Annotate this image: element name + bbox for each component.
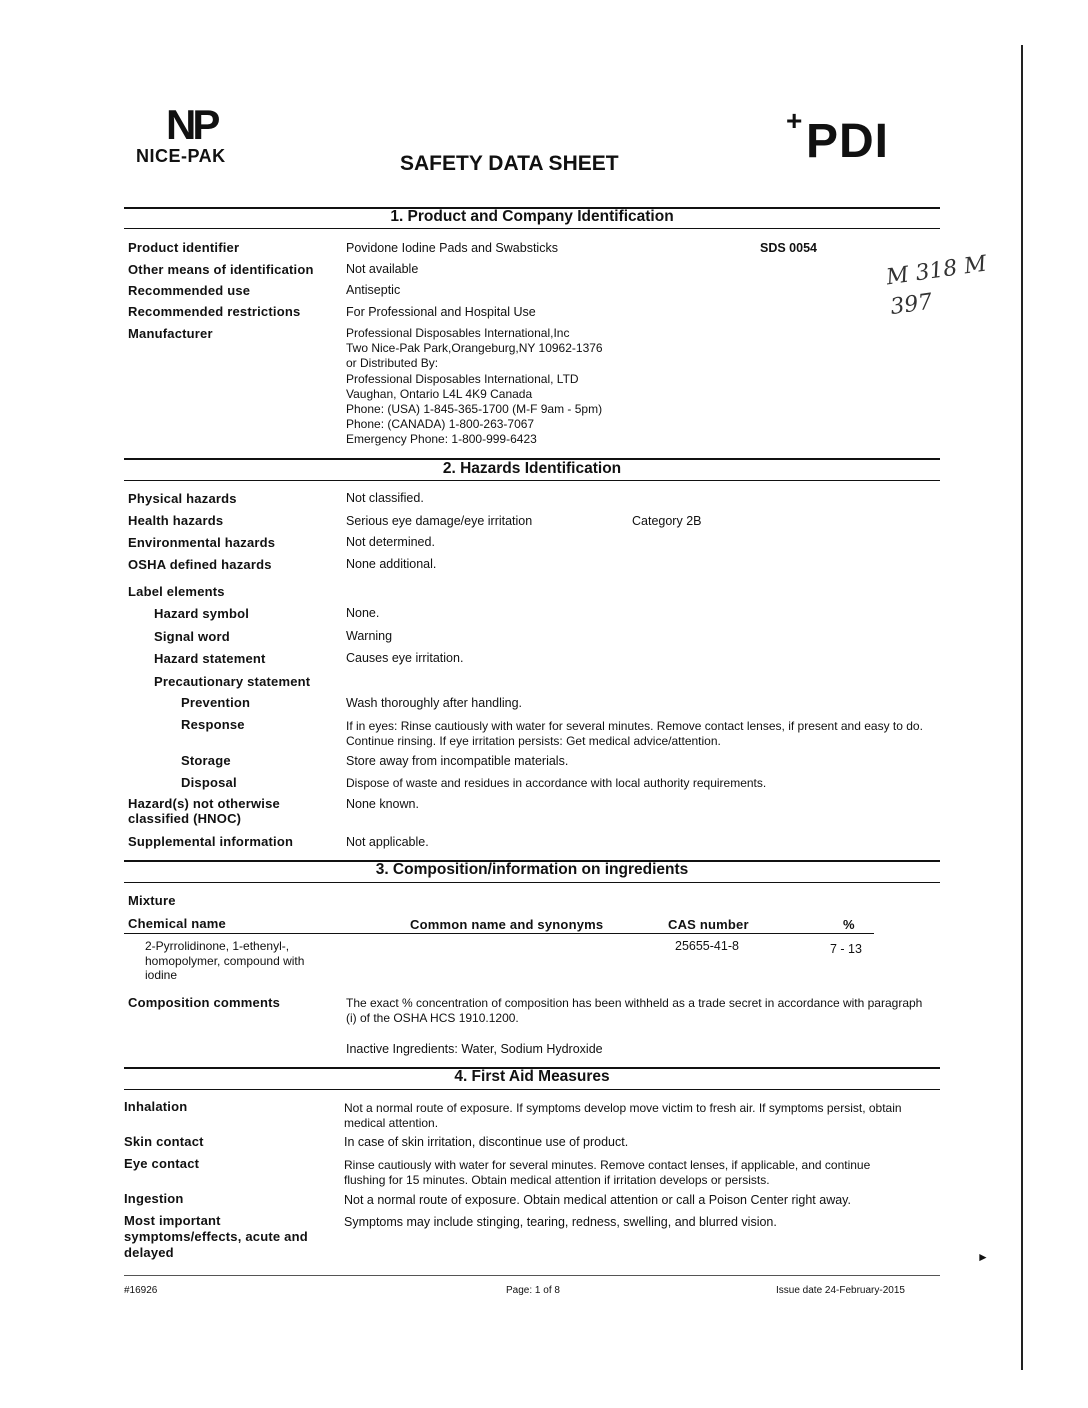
ingestion-value: Not a normal route of exposure. Obtain medical attention or call a Poison Center right away. <box>344 1193 851 1207</box>
prevention-label: Prevention <box>181 695 251 710</box>
product-identifier-label: Product identifier <box>128 240 240 255</box>
section-3-underline <box>124 882 940 883</box>
supplemental-label: Supplemental information <box>128 834 294 849</box>
inhalation-label: Inhalation <box>124 1099 188 1114</box>
supplemental-value: Not applicable. <box>346 835 429 849</box>
section-1-heading: 1. Product and Company Identification <box>390 208 674 225</box>
physical-hazards-value: Not classified. <box>346 491 424 505</box>
col-percent: % <box>843 917 855 932</box>
mixture-label: Mixture <box>128 893 176 908</box>
ingredient-percent: 7 - 13 <box>830 942 862 956</box>
footer-rule <box>124 1275 940 1276</box>
environmental-hazards-value: Not determined. <box>346 535 435 549</box>
eye-contact-label: Eye contact <box>124 1156 200 1171</box>
osha-hazards-label: OSHA defined hazards <box>128 557 272 572</box>
disposal-value: Dispose of waste and residues in accordance with local authority requirements. <box>346 776 767 790</box>
scan-edge-line <box>1021 45 1023 1370</box>
signal-word-value: Warning <box>346 629 393 643</box>
arrow-mark-icon: ► <box>977 1250 989 1264</box>
symptoms-label: Most important symptoms/effects, acute and delayed <box>124 1213 308 1260</box>
physical-hazards-label: Physical hazards <box>128 491 237 506</box>
health-hazards-category: Category 2B <box>632 514 702 528</box>
section-4-underline <box>124 1089 940 1090</box>
precautionary-statement-label: Precautionary statement <box>154 674 311 689</box>
col-chemical-name: Chemical name <box>128 916 226 931</box>
pdi-logo <box>780 103 930 168</box>
recommended-use-value: Antiseptic <box>346 283 401 297</box>
ingredient-chemical-name: 2-Pyrrolidinone, 1-ethenyl-, homopolymer, compound with iodine <box>145 939 305 982</box>
pdi-logo-plus-icon: + <box>786 105 803 136</box>
section-1-underline <box>124 228 940 229</box>
document-title: SAFETY DATA SHEET <box>400 152 619 175</box>
col-common-name: Common name and synonyms <box>410 917 604 932</box>
restrictions-value: For Professional and Hospital Use <box>346 305 536 319</box>
hazard-symbol-value: None. <box>346 606 380 620</box>
footer-issue-date: Issue date 24-February-2015 <box>776 1285 905 1296</box>
signal-word-label: Signal word <box>154 629 230 644</box>
other-means-value: Not available <box>346 262 419 276</box>
skin-contact-label: Skin contact <box>124 1134 204 1149</box>
storage-value: Store away from incompatible materials. <box>346 754 569 768</box>
prevention-value: Wash thoroughly after handling. <box>346 696 523 710</box>
hazard-symbol-label: Hazard symbol <box>154 606 250 621</box>
footer-doc-number: #16926 <box>124 1285 158 1296</box>
section-2-underline <box>124 480 940 481</box>
health-hazards-label: Health hazards <box>128 513 224 528</box>
response-label: Response <box>181 717 245 732</box>
environmental-hazards-label: Environmental hazards <box>128 535 276 550</box>
footer-page-number: Page: 1 of 8 <box>506 1285 560 1296</box>
section-4-heading: 4. First Aid Measures <box>454 1068 610 1085</box>
ingredients-table-header-rule <box>124 933 874 934</box>
nice-pak-logo <box>136 101 286 168</box>
osha-hazards-value: None additional. <box>346 557 437 571</box>
composition-comments-label: Composition comments <box>128 995 281 1010</box>
symptoms-value: Symptoms may include stinging, tearing, redness, swelling, and blurred vision. <box>344 1215 777 1229</box>
inactive-ingredients: Inactive Ingredients: Water, Sodium Hydroxide <box>346 1042 603 1056</box>
composition-comments-value: The exact % concentration of composition has been withheld as a trade secret in accordance with paragraph (i) of the OSHA HCS 1910.1200. <box>346 996 923 1025</box>
hnoc-value: None known. <box>346 797 419 811</box>
section-3-heading: 3. Composition/information on ingredients <box>375 861 689 878</box>
label-elements-heading: Label elements <box>128 584 225 599</box>
skin-contact-value: In case of skin irritation, discontinue use of product. <box>344 1135 629 1149</box>
ingestion-label: Ingestion <box>124 1191 184 1206</box>
manufacturer-label: Manufacturer <box>128 326 213 341</box>
health-hazards-value: Serious eye damage/eye irritation <box>346 514 533 528</box>
ingredient-cas-number: 25655-41-8 <box>675 939 739 953</box>
storage-label: Storage <box>181 753 231 768</box>
disposal-label: Disposal <box>181 775 237 790</box>
nice-pak-logo-letters: NP <box>166 101 217 148</box>
inhalation-value: Not a normal route of exposure. If symptoms develop move victim to fresh air. If symptoms persist, obtain medical attention. <box>344 1101 902 1130</box>
product-identifier-value: Povidone Iodine Pads and Swabsticks <box>346 241 558 255</box>
nice-pak-logo-text: NICE-PAK <box>136 146 226 166</box>
recommended-use-label: Recommended use <box>128 283 251 298</box>
hazard-statement-value: Causes eye irritation. <box>346 651 464 665</box>
col-cas-number: CAS number <box>668 917 749 932</box>
handwritten-note: M 318 M 397 <box>884 251 989 321</box>
section-2-heading: 2. Hazards Identification <box>442 460 622 477</box>
hazard-statement-label: Hazard statement <box>154 651 266 666</box>
restrictions-label: Recommended restrictions <box>128 304 301 319</box>
sds-number: SDS 0054 <box>760 241 817 255</box>
eye-contact-value: Rinse cautiously with water for several minutes. Remove contact lenses, if applicable, and continue flushing for 15 minutes. Obtain medical attention if irritation develops or persists. <box>344 1158 871 1187</box>
manufacturer-value: Professional Disposables International,Inc Two Nice-Pak Park,Orangeburg,NY 10962-1376 or Distributed By: Professional Disposables International, LTD Vaughan, Ontario L4L 4K9 Canada Phone: (USA) 1-845-365-1700 (M-F 9am - 5pm) Phone: (CANADA) 1-800-263-7067 Emergency Phone: 1-800-999-6423 <box>346 326 603 447</box>
response-value: If in eyes: Rinse cautiously with water for several minutes. Remove contact lenses, if present and easy to do. Continue rinsing. If eye irritation persists: Get medical advice/attention. <box>346 719 923 748</box>
hnoc-label: Hazard(s) not otherwise classified (HNOC) <box>128 796 280 826</box>
pdi-logo-text: PDI <box>806 115 890 168</box>
other-means-label: Other means of identification <box>128 262 314 277</box>
